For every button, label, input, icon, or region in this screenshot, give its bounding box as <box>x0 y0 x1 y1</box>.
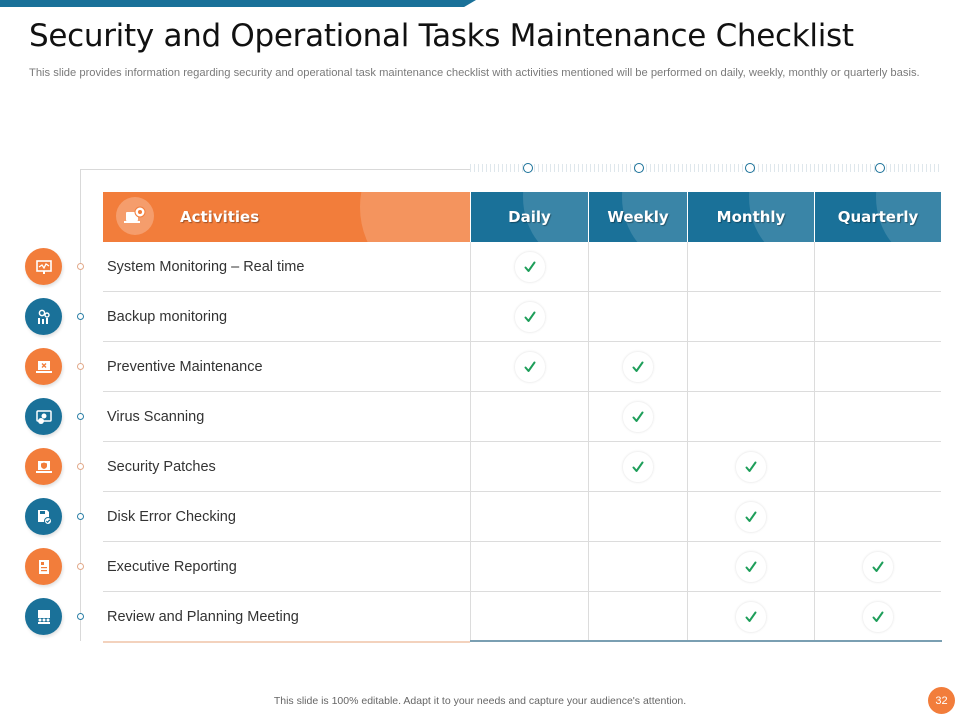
disk-check-icon <box>25 498 62 535</box>
timeline-dot <box>77 463 84 470</box>
check-icon <box>514 251 546 283</box>
cell-quarterly <box>814 292 941 341</box>
check-icon <box>514 301 546 333</box>
check-icon <box>862 601 894 633</box>
cell-weekly <box>588 542 687 591</box>
activity-name: Security Patches <box>107 458 216 475</box>
cell-quarterly <box>814 392 941 441</box>
header-weekly <box>588 192 687 242</box>
cell-weekly <box>588 342 687 391</box>
page-number-badge: 32 <box>928 687 955 714</box>
cell-monthly <box>687 592 814 642</box>
cell-monthly <box>687 392 814 441</box>
timeline-dot <box>77 513 84 520</box>
laptop-error-icon <box>25 348 62 385</box>
cell-weekly <box>588 392 687 441</box>
header-quarterly <box>814 192 941 242</box>
check-icon <box>735 451 767 483</box>
activity-name: Virus Scanning <box>107 408 205 425</box>
slide-subtitle: This slide provides information regarding security and operational task maintenance checklist with activities mentioned will be performed on daily, weekly, monthly or quarterly basis. <box>29 67 920 79</box>
table-body <box>103 242 941 642</box>
timeline-dot <box>77 263 84 270</box>
check-icon <box>622 451 654 483</box>
cell-weekly <box>588 292 687 341</box>
frame-line-top <box>80 169 470 170</box>
table-row <box>103 242 941 292</box>
table-row <box>103 392 941 442</box>
timeline-dot <box>77 613 84 620</box>
bug-scan-icon <box>25 398 62 435</box>
cell-monthly <box>687 242 814 291</box>
check-icon <box>622 401 654 433</box>
cell-daily <box>470 592 588 642</box>
column-marker-dot <box>634 163 644 173</box>
header-daily <box>470 192 588 242</box>
cell-quarterly <box>814 342 941 391</box>
activity-name: Review and Planning Meeting <box>107 609 299 625</box>
timeline-dot <box>77 413 84 420</box>
header-monthly-label: Monthly <box>716 208 786 226</box>
cell-daily <box>470 442 588 491</box>
cell-monthly <box>687 342 814 391</box>
header-activities <box>103 192 470 242</box>
table-row <box>103 492 941 542</box>
timeline-dot <box>77 313 84 320</box>
header-weekly-label: Weekly <box>607 208 669 226</box>
laptop-shield-icon <box>25 448 62 485</box>
column-marker-dot <box>745 163 755 173</box>
frame-line-left <box>80 169 81 641</box>
check-icon <box>735 501 767 533</box>
cell-weekly <box>588 592 687 642</box>
table-row <box>103 292 941 342</box>
activity-name: System Monitoring – Real time <box>107 258 305 275</box>
cell-weekly <box>588 242 687 291</box>
cell-monthly <box>687 542 814 591</box>
column-marker-dot <box>875 163 885 173</box>
column-marker-dot <box>523 163 533 173</box>
cell-monthly <box>687 292 814 341</box>
table-row <box>103 342 941 392</box>
table-bottom-line-blue <box>470 640 942 642</box>
header-quarterly-label: Quarterly <box>837 208 919 226</box>
check-icon <box>735 551 767 583</box>
cell-monthly <box>687 442 814 491</box>
activity-name: Preventive Maintenance <box>107 358 263 375</box>
cell-quarterly <box>814 492 941 541</box>
check-icon <box>622 351 654 383</box>
timeline-dot <box>77 563 84 570</box>
gears-chart-icon <box>25 298 62 335</box>
table-header <box>103 192 941 242</box>
cell-daily <box>470 292 588 341</box>
activity-name: Executive Reporting <box>107 558 237 575</box>
report-document-icon <box>25 548 62 585</box>
decorative-dot-strip <box>470 164 940 172</box>
cell-monthly <box>687 492 814 541</box>
cell-daily <box>470 242 588 291</box>
check-icon <box>514 351 546 383</box>
cell-daily <box>470 492 588 541</box>
cell-weekly <box>588 442 687 491</box>
timeline-dot <box>77 363 84 370</box>
table-row <box>103 442 941 492</box>
cell-weekly <box>588 492 687 541</box>
header-activities-label: Activities <box>180 208 260 226</box>
cell-daily <box>470 392 588 441</box>
footer-note: This slide is 100% editable. Adapt it to your needs and capture your audience's attention. <box>273 695 687 707</box>
header-daily-label: Daily <box>508 208 551 226</box>
top-accent-bar <box>0 0 476 7</box>
cell-quarterly <box>814 442 941 491</box>
table-row <box>103 592 941 642</box>
cell-daily <box>470 542 588 591</box>
cell-quarterly <box>814 242 941 291</box>
check-icon <box>735 601 767 633</box>
header-monthly <box>687 192 814 242</box>
computer-settings-icon <box>116 197 154 235</box>
activity-name: Disk Error Checking <box>107 508 236 525</box>
table-bottom-line-orange <box>103 641 470 643</box>
cell-quarterly <box>814 592 941 642</box>
slide-title: Security and Operational Tasks Maintenance Checklist <box>29 18 854 54</box>
activity-name: Backup monitoring <box>107 308 228 325</box>
maintenance-checklist-table <box>103 192 941 642</box>
monitor-chart-icon <box>25 248 62 285</box>
table-row <box>103 542 941 592</box>
check-icon <box>862 551 894 583</box>
meeting-board-icon <box>25 598 62 635</box>
cell-daily <box>470 342 588 391</box>
cell-quarterly <box>814 542 941 591</box>
